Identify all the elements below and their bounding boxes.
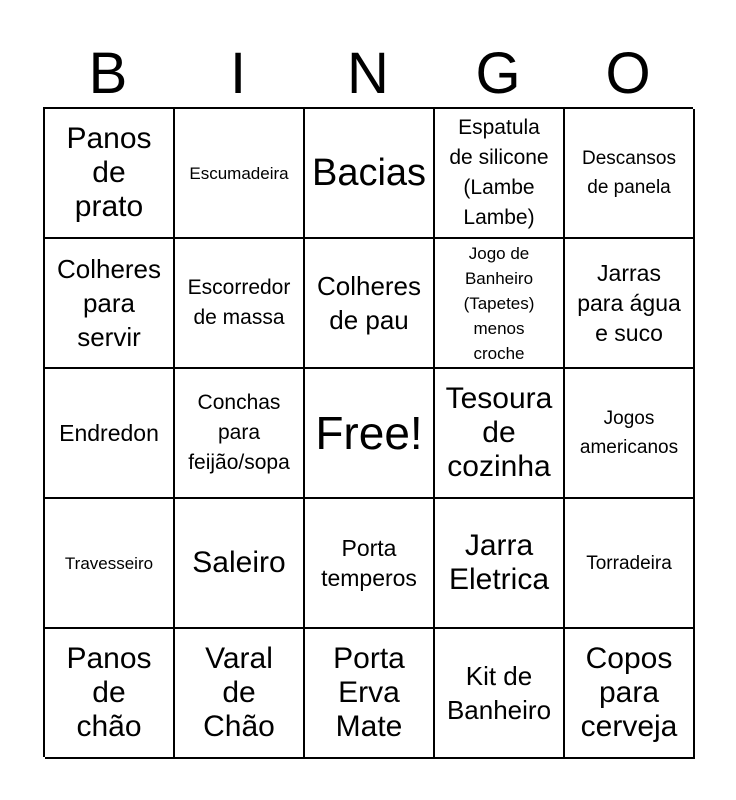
cell-label: Saleiro bbox=[192, 546, 286, 579]
bingo-cell[interactable] bbox=[565, 109, 695, 239]
cell-label: Endredon bbox=[59, 420, 159, 446]
bingo-cell[interactable] bbox=[45, 629, 175, 759]
cell-label: Torradeira bbox=[586, 552, 672, 574]
free-space[interactable] bbox=[305, 369, 435, 499]
header-letter-n: N bbox=[347, 41, 389, 106]
cell-label: Colheres de pau bbox=[316, 271, 422, 335]
cell-label: Descansos de panela bbox=[582, 148, 676, 198]
cell-label: Tesoura de cozinha bbox=[445, 382, 553, 483]
bingo-cell[interactable] bbox=[305, 239, 435, 369]
bingo-cell[interactable] bbox=[565, 499, 695, 629]
bingo-cell[interactable] bbox=[435, 239, 565, 369]
bingo-cell[interactable] bbox=[175, 109, 305, 239]
cell-label: Porta temperos bbox=[321, 535, 417, 591]
cell-label: Colheres para servir bbox=[56, 254, 162, 352]
cell-label: Jogos americanos bbox=[579, 408, 679, 458]
cell-label: Bacias bbox=[311, 152, 427, 194]
bingo-cell[interactable] bbox=[45, 499, 175, 629]
cell-label: Free! bbox=[315, 407, 423, 459]
cell-label: Conchas para feijão/sopa bbox=[188, 391, 290, 474]
cell-label: Jarra Eletrica bbox=[448, 529, 550, 596]
bingo-cell[interactable] bbox=[45, 369, 175, 499]
cell-label: Varal de Chão bbox=[203, 642, 275, 743]
bingo-cell[interactable] bbox=[305, 499, 435, 629]
bingo-cell[interactable] bbox=[175, 369, 305, 499]
cell-label: Panos de chão bbox=[66, 642, 152, 743]
bingo-cell[interactable] bbox=[45, 109, 175, 239]
bingo-cell[interactable] bbox=[175, 499, 305, 629]
bingo-cell[interactable] bbox=[305, 109, 435, 239]
bingo-cell[interactable] bbox=[175, 629, 305, 759]
cell-label: Porta Erva Mate bbox=[333, 642, 405, 743]
header-letter-g: G bbox=[475, 41, 521, 106]
header-letter-b: B bbox=[88, 41, 128, 106]
cell-label: Copos para cerveja bbox=[580, 642, 678, 743]
cell-label: Escorredor de massa bbox=[187, 276, 291, 329]
cell-label: Travesseiro bbox=[64, 553, 154, 573]
bingo-cell[interactable] bbox=[175, 239, 305, 369]
bingo-cell[interactable] bbox=[305, 629, 435, 759]
header-letter-i: I bbox=[229, 41, 247, 106]
cell-label: Panos de prato bbox=[66, 122, 152, 223]
bingo-cell[interactable] bbox=[45, 239, 175, 369]
bingo-cell[interactable] bbox=[435, 369, 565, 499]
cell-label: Escumadeira bbox=[189, 163, 289, 183]
bingo-cell[interactable] bbox=[565, 369, 695, 499]
bingo-cell[interactable] bbox=[435, 629, 565, 759]
bingo-board bbox=[43, 107, 693, 757]
cell-label: Espatula de silicone (Lambe Lambe) bbox=[449, 116, 549, 229]
cell-label: Kit de Banheiro bbox=[446, 661, 552, 725]
bingo-cell[interactable] bbox=[435, 109, 565, 239]
bingo-cell[interactable] bbox=[565, 239, 695, 369]
header-letter-o: O bbox=[605, 41, 651, 106]
bingo-cell[interactable] bbox=[565, 629, 695, 759]
cell-label: Jarras para água e suco bbox=[577, 260, 681, 346]
bingo-cell[interactable] bbox=[435, 499, 565, 629]
bingo-header bbox=[43, 40, 693, 108]
cell-label: Jogo de Banheiro (Tapetes) menos croche bbox=[463, 243, 535, 363]
